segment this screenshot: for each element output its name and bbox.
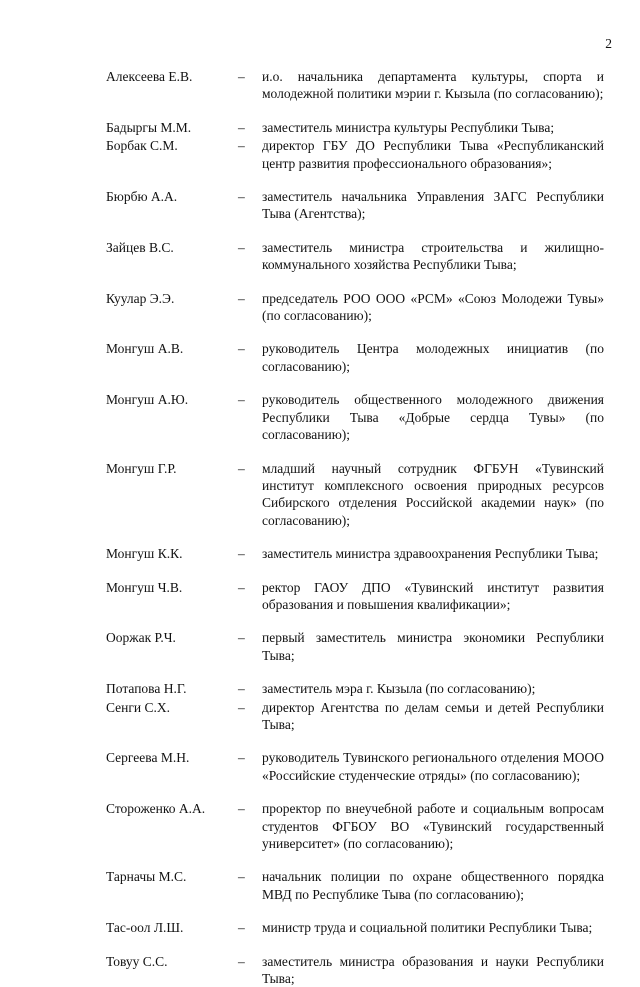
member-role: заместитель министра культуры Республики Тыва; [262, 119, 555, 135]
roster-entry [106, 119, 604, 136]
member-name: Стороженко А.А. [106, 801, 206, 817]
member-role: директор Агентства по делам семьи и детей Республики Тыва; [262, 699, 604, 732]
member-role: председатель РОО ООО «РСМ» «Союз Молодежи Тувы» (по согласованию); [262, 290, 604, 324]
member-name: Куулар Э.Э. [106, 290, 175, 306]
member-name: Алексеева Е.В. [106, 69, 193, 84]
member-name: Бюрбю А.А. [106, 189, 178, 205]
member-name: Товуу С.С. [106, 953, 168, 969]
roster-entry [106, 699, 604, 734]
member-role: младший научный сотрудник ФГБУН «Тувинский институт комплексного освоения природных ресурсов Сибирского отделения Российской академии наук» (по согласованию); [262, 460, 604, 528]
member-name: Монгуш К.К. [106, 546, 183, 562]
dash-separator: – [238, 189, 245, 205]
member-role: руководитель Тувинского регионального отделения МООО «Российские студенческие отряды» (по согласованию); [262, 750, 604, 783]
member-name: Тас-оол Л.Ш. [106, 920, 184, 936]
dash-separator: – [238, 920, 245, 936]
roster-entry [106, 340, 604, 375]
member-role: министр труда и социальной политики Республики Тыва; [262, 920, 593, 936]
dash-separator: – [238, 546, 245, 562]
member-role: заместитель министра строительства и жилищно-коммунального хозяйства Республики Тыва; [262, 239, 604, 273]
member-name: Зайцев В.С. [106, 239, 174, 255]
member-name: Монгуш Ч.В. [106, 579, 183, 595]
member-role: руководитель Центра молодежных инициатив (по согласованию); [262, 341, 604, 374]
dash-separator: – [238, 630, 245, 646]
member-name: Бадыргы М.М. [106, 119, 192, 135]
member-name: Монгуш А.В. [106, 341, 184, 357]
roster-entry [106, 749, 604, 784]
roster-entry [106, 545, 604, 562]
member-role: директор ГБУ ДО Республики Тыва «Республиканский центр развития профессионального образования»; [262, 138, 604, 171]
roster-entry [106, 239, 604, 274]
roster-entry [106, 953, 604, 987]
member-name: Тарначы М.С. [106, 869, 187, 885]
member-role: заместитель мэра г. Кызыла (по согласованию); [262, 681, 536, 697]
roster-entry [106, 68, 604, 103]
dash-separator: – [238, 579, 245, 595]
roster-entry [106, 868, 604, 903]
member-name: Монгуш А.Ю. [106, 392, 189, 408]
member-roster [106, 68, 604, 987]
member-role: ректор ГАОУ ДПО «Тувинский институт развития образования и повышения квалификации»; [262, 579, 604, 612]
dash-separator: – [238, 750, 245, 766]
member-role: и.о. начальника департамента культуры, спорта и молодежной политики мэрии г. Кызыла (по согласованию); [262, 69, 604, 102]
roster-entry [106, 290, 604, 325]
member-role: начальник полиции по охране общественного порядка МВД по Республике Тыва (по согласованию); [262, 869, 604, 902]
dash-separator: – [238, 869, 245, 885]
dash-separator: – [238, 69, 245, 84]
roster-entry [106, 460, 604, 530]
member-name: Потапова Н.Г. [106, 681, 187, 697]
roster-entry [106, 629, 604, 664]
member-role: заместитель министра здравоохранения Республики Тыва; [262, 546, 599, 562]
member-name: Монгуш Г.Р. [106, 460, 177, 476]
dash-separator: – [238, 341, 245, 357]
roster-entry [106, 188, 604, 223]
dash-separator: – [238, 801, 245, 817]
member-role: проректор по внеучебной работе и социальным вопросам студентов ФГБОУ ВО «Тувинский государственный университет» (по согласованию); [262, 801, 604, 851]
roster-entry [106, 680, 604, 697]
dash-separator: – [238, 119, 245, 135]
dash-separator: – [238, 460, 245, 476]
dash-separator: – [238, 699, 245, 715]
dash-separator: – [238, 392, 245, 408]
roster-entry [106, 391, 604, 443]
member-role: руководитель общественного молодежного движения Республики Тыва «Добрые сердца Тувы» (по согласованию); [262, 392, 604, 443]
member-role: заместитель министра образования и науки Республики Тыва; [262, 953, 604, 987]
member-name: Сенги С.Х. [106, 699, 171, 715]
roster-entry [106, 800, 604, 852]
dash-separator: – [238, 681, 245, 697]
dash-separator: – [238, 953, 245, 969]
dash-separator: – [238, 138, 245, 154]
member-name: Ооржак Р.Ч. [106, 630, 176, 646]
roster-entry [106, 137, 604, 172]
member-role: заместитель начальника Управления ЗАГС Республики Тыва (Агентства); [262, 189, 604, 222]
member-name: Сергеева М.Н. [106, 750, 190, 766]
dash-separator: – [238, 239, 245, 255]
member-name: Борбак С.М. [106, 138, 178, 154]
member-role: первый заместитель министра экономики Республики Тыва; [262, 630, 604, 663]
page-number: 2 [605, 36, 612, 51]
dash-separator: – [238, 290, 245, 306]
roster-entry [106, 579, 604, 614]
roster-entry [106, 919, 604, 936]
